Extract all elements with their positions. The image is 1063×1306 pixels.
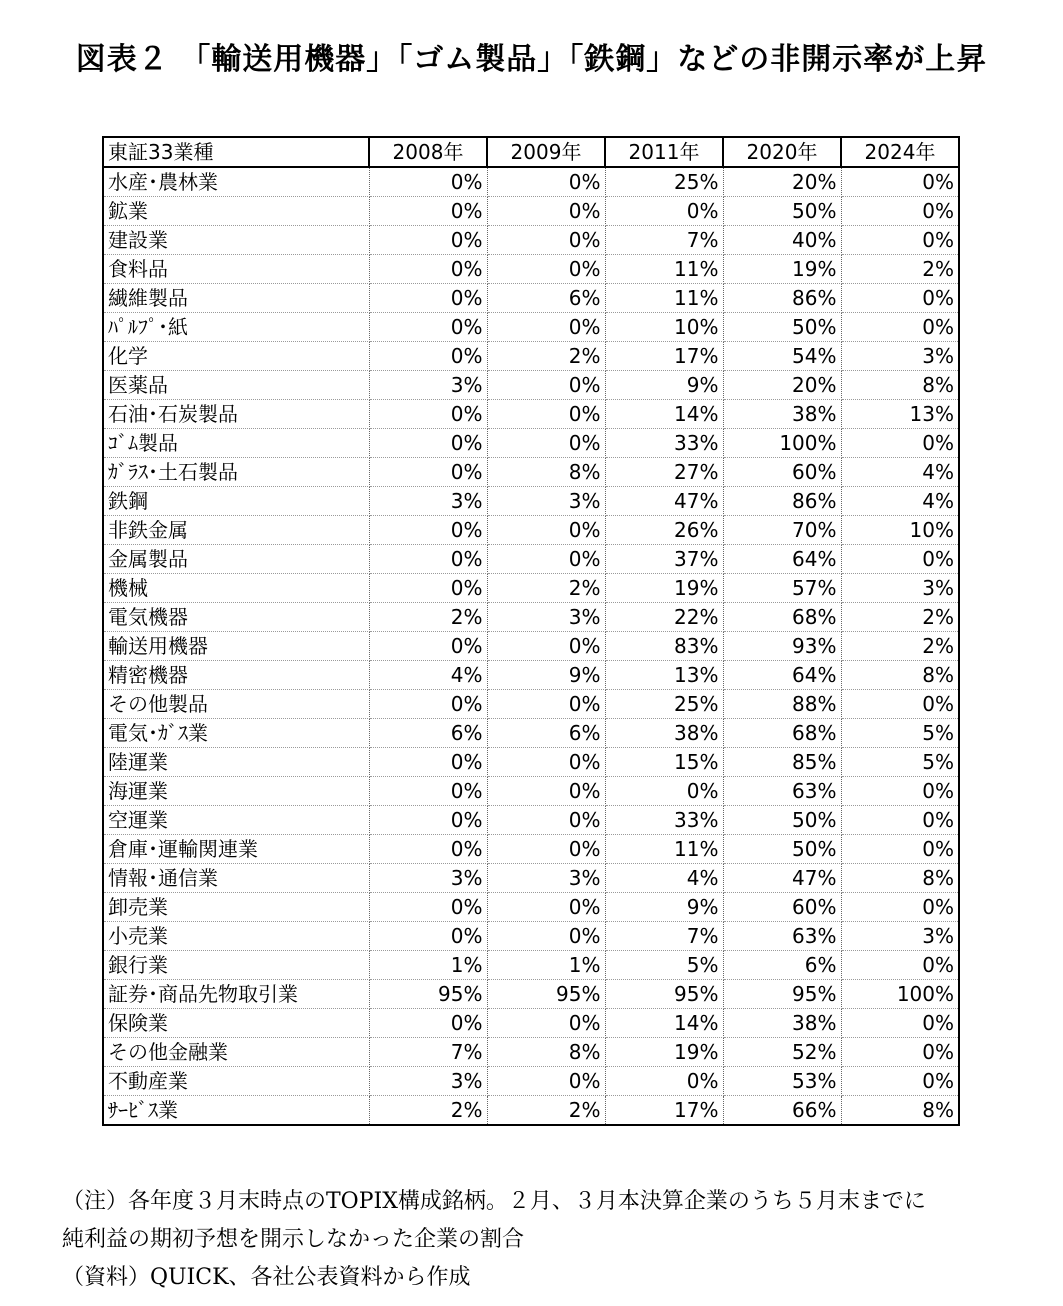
rate-cell: 50% xyxy=(723,806,841,835)
table-row xyxy=(103,951,959,980)
rate-cell: 95% xyxy=(369,980,487,1009)
rate-cell: 6% xyxy=(487,284,605,313)
industry-name: ｺﾞﾑ製品 xyxy=(103,429,369,458)
rate-cell: 83% xyxy=(605,632,723,661)
rate-cell: 0% xyxy=(487,893,605,922)
rate-cell: 63% xyxy=(723,777,841,806)
rate-cell: 54% xyxy=(723,342,841,371)
rate-cell: 0% xyxy=(369,458,487,487)
industry-name: ｶﾞﾗｽ･土石製品 xyxy=(103,458,369,487)
rate-cell: 0% xyxy=(841,197,959,226)
rate-cell: 3% xyxy=(369,371,487,400)
rate-cell: 0% xyxy=(369,167,487,197)
rate-cell: 33% xyxy=(605,429,723,458)
rate-cell: 3% xyxy=(841,574,959,603)
rate-cell: 50% xyxy=(723,313,841,342)
rate-cell: 63% xyxy=(723,922,841,951)
rate-cell: 0% xyxy=(841,545,959,574)
rate-cell: 0% xyxy=(841,284,959,313)
rate-cell: 13% xyxy=(841,400,959,429)
rate-cell: 11% xyxy=(605,284,723,313)
rate-cell: 4% xyxy=(369,661,487,690)
rate-cell: 2% xyxy=(487,1096,605,1126)
rate-cell: 15% xyxy=(605,748,723,777)
rate-cell: 86% xyxy=(723,284,841,313)
table-row xyxy=(103,690,959,719)
rate-cell: 2% xyxy=(369,1096,487,1126)
rate-cell: 68% xyxy=(723,719,841,748)
rate-cell: 3% xyxy=(841,342,959,371)
rate-cell: 0% xyxy=(487,371,605,400)
rate-cell: 7% xyxy=(605,922,723,951)
rate-cell: 8% xyxy=(841,1096,959,1126)
rate-cell: 100% xyxy=(723,429,841,458)
table-row xyxy=(103,1067,959,1096)
rate-cell: 25% xyxy=(605,167,723,197)
notes xyxy=(62,1183,926,1297)
rate-cell: 47% xyxy=(723,864,841,893)
rate-cell: 0% xyxy=(841,777,959,806)
rate-cell: 0% xyxy=(841,951,959,980)
table-row xyxy=(103,313,959,342)
column-header: 2009年 xyxy=(487,137,605,167)
industry-name: 電気･ｶﾞｽ業 xyxy=(103,719,369,748)
table-row xyxy=(103,603,959,632)
rate-cell: 0% xyxy=(369,516,487,545)
table-row xyxy=(103,429,959,458)
rate-cell: 70% xyxy=(723,516,841,545)
rate-cell: 3% xyxy=(487,603,605,632)
header-row xyxy=(103,137,959,167)
rate-cell: 88% xyxy=(723,690,841,719)
rate-cell: 19% xyxy=(723,255,841,284)
table-row xyxy=(103,226,959,255)
industry-name: ｻｰﾋﾞｽ業 xyxy=(103,1096,369,1126)
rate-cell: 60% xyxy=(723,458,841,487)
rate-cell: 0% xyxy=(369,284,487,313)
table-row xyxy=(103,661,959,690)
rate-cell: 0% xyxy=(487,255,605,284)
rate-cell: 0% xyxy=(841,835,959,864)
rate-cell: 3% xyxy=(841,922,959,951)
rate-cell: 0% xyxy=(369,313,487,342)
rate-cell: 0% xyxy=(487,167,605,197)
rate-cell: 6% xyxy=(487,719,605,748)
rate-cell: 0% xyxy=(487,313,605,342)
table-row xyxy=(103,284,959,313)
rate-cell: 0% xyxy=(369,893,487,922)
rate-cell: 0% xyxy=(369,632,487,661)
rate-cell: 8% xyxy=(841,864,959,893)
rate-cell: 3% xyxy=(369,487,487,516)
rate-cell: 2% xyxy=(841,603,959,632)
rate-cell: 85% xyxy=(723,748,841,777)
rate-cell: 2% xyxy=(487,342,605,371)
table-row xyxy=(103,806,959,835)
table-row xyxy=(103,980,959,1009)
rate-cell: 26% xyxy=(605,516,723,545)
rate-cell: 8% xyxy=(487,458,605,487)
industry-name: 電気機器 xyxy=(103,603,369,632)
rate-cell: 0% xyxy=(369,545,487,574)
rate-cell: 0% xyxy=(369,226,487,255)
industry-name: 海運業 xyxy=(103,777,369,806)
rate-cell: 0% xyxy=(487,806,605,835)
column-header: 2011年 xyxy=(605,137,723,167)
rate-cell: 19% xyxy=(605,1038,723,1067)
table-row xyxy=(103,835,959,864)
rate-cell: 1% xyxy=(369,951,487,980)
rate-cell: 47% xyxy=(605,487,723,516)
rate-cell: 93% xyxy=(723,632,841,661)
rate-cell: 0% xyxy=(487,545,605,574)
table-row xyxy=(103,748,959,777)
rate-cell: 5% xyxy=(841,748,959,777)
industry-table xyxy=(102,136,960,1126)
rate-cell: 8% xyxy=(841,371,959,400)
rate-cell: 38% xyxy=(723,1009,841,1038)
rate-cell: 40% xyxy=(723,226,841,255)
table-row xyxy=(103,777,959,806)
source-line: （資料）QUICK、各社公表資料から作成 xyxy=(62,1265,471,1290)
note-line: 純利益の期初予想を開示しなかった企業の割合 xyxy=(62,1227,525,1252)
rate-cell: 7% xyxy=(369,1038,487,1067)
data-table xyxy=(102,136,960,1126)
rate-cell: 95% xyxy=(487,980,605,1009)
table-row xyxy=(103,458,959,487)
rate-cell: 33% xyxy=(605,806,723,835)
rate-cell: 0% xyxy=(841,806,959,835)
rate-cell: 0% xyxy=(487,1009,605,1038)
rate-cell: 0% xyxy=(487,429,605,458)
rate-cell: 64% xyxy=(723,545,841,574)
table-row xyxy=(103,167,959,197)
rate-cell: 0% xyxy=(841,429,959,458)
industry-name: その他製品 xyxy=(103,690,369,719)
column-header: 2020年 xyxy=(723,137,841,167)
industry-name: 保険業 xyxy=(103,1009,369,1038)
industry-name: 医薬品 xyxy=(103,371,369,400)
industry-name: 小売業 xyxy=(103,922,369,951)
rate-cell: 0% xyxy=(487,835,605,864)
rate-cell: 5% xyxy=(605,951,723,980)
table-row xyxy=(103,574,959,603)
rate-cell: 0% xyxy=(841,313,959,342)
rate-cell: 52% xyxy=(723,1038,841,1067)
rate-cell: 0% xyxy=(605,1067,723,1096)
industry-name: 非鉄金属 xyxy=(103,516,369,545)
industry-name: 水産･農林業 xyxy=(103,167,369,197)
rate-cell: 0% xyxy=(487,400,605,429)
rate-cell: 0% xyxy=(841,1067,959,1096)
rate-cell: 27% xyxy=(605,458,723,487)
industry-name: 鉄鋼 xyxy=(103,487,369,516)
industry-name: 銀行業 xyxy=(103,951,369,980)
rate-cell: 10% xyxy=(841,516,959,545)
rate-cell: 0% xyxy=(369,400,487,429)
rate-cell: 60% xyxy=(723,893,841,922)
rate-cell: 2% xyxy=(369,603,487,632)
rate-cell: 0% xyxy=(605,197,723,226)
rate-cell: 0% xyxy=(369,690,487,719)
rate-cell: 95% xyxy=(605,980,723,1009)
rate-cell: 38% xyxy=(723,400,841,429)
rate-cell: 57% xyxy=(723,574,841,603)
rate-cell: 0% xyxy=(841,893,959,922)
industry-name: 繊維製品 xyxy=(103,284,369,313)
industry-name: 建設業 xyxy=(103,226,369,255)
note-line: （注）各年度３月末時点のTOPIX構成銘柄。２月、３月本決算企業のうち５月末までに xyxy=(62,1189,926,1214)
rate-cell: 0% xyxy=(369,835,487,864)
rate-cell: 9% xyxy=(487,661,605,690)
rate-cell: 4% xyxy=(841,458,959,487)
rate-cell: 0% xyxy=(841,1038,959,1067)
rate-cell: 64% xyxy=(723,661,841,690)
rate-cell: 17% xyxy=(605,1096,723,1126)
rate-cell: 66% xyxy=(723,1096,841,1126)
rate-cell: 0% xyxy=(487,516,605,545)
table-row xyxy=(103,342,959,371)
rate-cell: 0% xyxy=(487,1067,605,1096)
rate-cell: 6% xyxy=(369,719,487,748)
industry-name: 不動産業 xyxy=(103,1067,369,1096)
rate-cell: 50% xyxy=(723,835,841,864)
table-body xyxy=(103,167,959,1125)
industry-name: 石油･石炭製品 xyxy=(103,400,369,429)
table-row xyxy=(103,893,959,922)
table-row xyxy=(103,371,959,400)
table-row xyxy=(103,197,959,226)
industry-name: 倉庫･運輸関連業 xyxy=(103,835,369,864)
rate-cell: 3% xyxy=(487,487,605,516)
rate-cell: 0% xyxy=(369,777,487,806)
rate-cell: 0% xyxy=(369,574,487,603)
table-row xyxy=(103,1096,959,1126)
rate-cell: 14% xyxy=(605,400,723,429)
rate-cell: 0% xyxy=(487,777,605,806)
rate-cell: 0% xyxy=(369,429,487,458)
industry-name: 金属製品 xyxy=(103,545,369,574)
rate-cell: 0% xyxy=(487,632,605,661)
rate-cell: 2% xyxy=(841,255,959,284)
rate-cell: 6% xyxy=(723,951,841,980)
industry-name: 陸運業 xyxy=(103,748,369,777)
rate-cell: 0% xyxy=(605,777,723,806)
rate-cell: 0% xyxy=(369,342,487,371)
rate-cell: 0% xyxy=(369,255,487,284)
rate-cell: 13% xyxy=(605,661,723,690)
rate-cell: 95% xyxy=(723,980,841,1009)
industry-name: 輸送用機器 xyxy=(103,632,369,661)
rate-cell: 19% xyxy=(605,574,723,603)
rate-cell: 3% xyxy=(369,864,487,893)
rate-cell: 5% xyxy=(841,719,959,748)
rate-cell: 53% xyxy=(723,1067,841,1096)
rate-cell: 0% xyxy=(369,806,487,835)
rate-cell: 2% xyxy=(841,632,959,661)
rate-cell: 0% xyxy=(369,922,487,951)
table-row xyxy=(103,487,959,516)
rate-cell: 100% xyxy=(841,980,959,1009)
column-header: 東証33業種 xyxy=(103,137,369,167)
rate-cell: 0% xyxy=(369,748,487,777)
industry-name: 証券･商品先物取引業 xyxy=(103,980,369,1009)
rate-cell: 68% xyxy=(723,603,841,632)
industry-name: 情報･通信業 xyxy=(103,864,369,893)
table-row xyxy=(103,864,959,893)
table-row xyxy=(103,545,959,574)
rate-cell: 0% xyxy=(487,690,605,719)
rate-cell: 17% xyxy=(605,342,723,371)
rate-cell: 0% xyxy=(487,226,605,255)
table-row xyxy=(103,632,959,661)
rate-cell: 25% xyxy=(605,690,723,719)
industry-name: ﾊﾟﾙﾌﾟ･紙 xyxy=(103,313,369,342)
rate-cell: 8% xyxy=(487,1038,605,1067)
industry-name: 精密機器 xyxy=(103,661,369,690)
rate-cell: 37% xyxy=(605,545,723,574)
rate-cell: 4% xyxy=(605,864,723,893)
rate-cell: 22% xyxy=(605,603,723,632)
rate-cell: 86% xyxy=(723,487,841,516)
rate-cell: 3% xyxy=(487,864,605,893)
rate-cell: 0% xyxy=(487,922,605,951)
chart-title: 図表２ 「輸送用機器」「ゴム製品」「鉄鋼」などの非開示率が上昇 xyxy=(75,42,988,77)
table-row xyxy=(103,400,959,429)
rate-cell: 0% xyxy=(487,748,605,777)
industry-name: その他金融業 xyxy=(103,1038,369,1067)
rate-cell: 11% xyxy=(605,835,723,864)
industry-name: 空運業 xyxy=(103,806,369,835)
industry-name: 食料品 xyxy=(103,255,369,284)
rate-cell: 2% xyxy=(487,574,605,603)
rate-cell: 50% xyxy=(723,197,841,226)
industry-name: 機械 xyxy=(103,574,369,603)
rate-cell: 4% xyxy=(841,487,959,516)
rate-cell: 10% xyxy=(605,313,723,342)
rate-cell: 14% xyxy=(605,1009,723,1038)
table-row xyxy=(103,516,959,545)
industry-name: 卸売業 xyxy=(103,893,369,922)
rate-cell: 11% xyxy=(605,255,723,284)
rate-cell: 0% xyxy=(369,197,487,226)
rate-cell: 0% xyxy=(841,226,959,255)
rate-cell: 1% xyxy=(487,951,605,980)
rate-cell: 8% xyxy=(841,661,959,690)
industry-name: 鉱業 xyxy=(103,197,369,226)
rate-cell: 9% xyxy=(605,371,723,400)
table-row xyxy=(103,922,959,951)
table-row xyxy=(103,1038,959,1067)
rate-cell: 20% xyxy=(723,167,841,197)
rate-cell: 38% xyxy=(605,719,723,748)
rate-cell: 0% xyxy=(369,1009,487,1038)
table-row xyxy=(103,719,959,748)
rate-cell: 0% xyxy=(841,690,959,719)
rate-cell: 0% xyxy=(841,167,959,197)
rate-cell: 0% xyxy=(841,1009,959,1038)
rate-cell: 20% xyxy=(723,371,841,400)
rate-cell: 3% xyxy=(369,1067,487,1096)
table-row xyxy=(103,255,959,284)
industry-name: 化学 xyxy=(103,342,369,371)
table-row xyxy=(103,1009,959,1038)
rate-cell: 7% xyxy=(605,226,723,255)
column-header: 2008年 xyxy=(369,137,487,167)
rate-cell: 9% xyxy=(605,893,723,922)
rate-cell: 0% xyxy=(487,197,605,226)
column-header: 2024年 xyxy=(841,137,959,167)
